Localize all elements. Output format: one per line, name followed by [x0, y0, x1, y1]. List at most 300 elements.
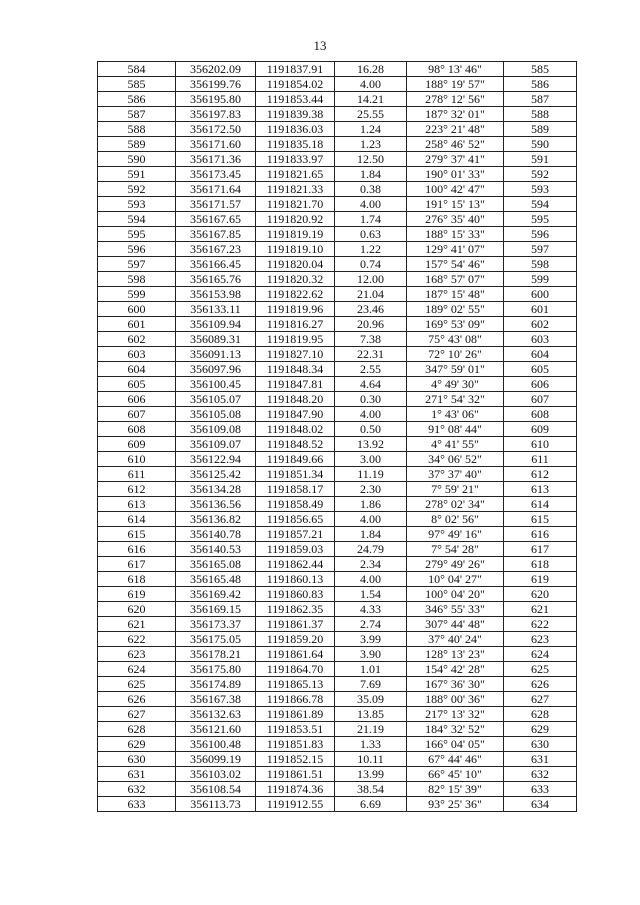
y-coordinate-cell: 1191866.78 — [256, 692, 335, 707]
point-number-cell: 602 — [98, 332, 176, 347]
distance-cell: 4.00 — [335, 512, 407, 527]
distance-cell: 10.11 — [335, 752, 407, 767]
distance-cell: 6.69 — [335, 797, 407, 812]
distance-cell: 7.69 — [335, 677, 407, 692]
y-coordinate-cell: 1191847.81 — [256, 377, 335, 392]
bearing-cell: 188° 15' 33" — [407, 227, 504, 242]
table-row — [98, 137, 577, 152]
next-point-cell: 605 — [504, 362, 577, 377]
bearing-cell: 167° 36' 30" — [407, 677, 504, 692]
y-coordinate-cell: 1191835.18 — [256, 137, 335, 152]
point-number-cell: 609 — [98, 437, 176, 452]
distance-cell: 2.55 — [335, 362, 407, 377]
distance-cell: 35.09 — [335, 692, 407, 707]
point-number-cell: 627 — [98, 707, 176, 722]
x-coordinate-cell: 356167.65 — [176, 212, 256, 227]
distance-cell: 16.28 — [335, 62, 407, 77]
distance-cell: 1.86 — [335, 497, 407, 512]
next-point-cell: 618 — [504, 557, 577, 572]
next-point-cell: 628 — [504, 707, 577, 722]
x-coordinate-cell: 356136.56 — [176, 497, 256, 512]
table-row — [98, 602, 577, 617]
table-row — [98, 437, 577, 452]
bearing-cell: 279° 37' 41" — [407, 152, 504, 167]
distance-cell: 4.00 — [335, 407, 407, 422]
y-coordinate-cell: 1191912.55 — [256, 797, 335, 812]
point-number-cell: 621 — [98, 617, 176, 632]
point-number-cell: 608 — [98, 422, 176, 437]
table-row — [98, 587, 577, 602]
point-number-cell: 622 — [98, 632, 176, 647]
next-point-cell: 595 — [504, 212, 577, 227]
point-number-cell: 600 — [98, 302, 176, 317]
point-number-cell: 611 — [98, 467, 176, 482]
x-coordinate-cell: 356169.15 — [176, 602, 256, 617]
bearing-cell: 82° 15' 39" — [407, 782, 504, 797]
table-row — [98, 542, 577, 557]
next-point-cell: 585 — [504, 62, 577, 77]
x-coordinate-cell: 356136.82 — [176, 512, 256, 527]
table-row — [98, 752, 577, 767]
x-coordinate-cell: 356089.31 — [176, 332, 256, 347]
bearing-cell: 276° 35' 40" — [407, 212, 504, 227]
point-number-cell: 585 — [98, 77, 176, 92]
y-coordinate-cell: 1191821.65 — [256, 167, 335, 182]
next-point-cell: 626 — [504, 677, 577, 692]
point-number-cell: 613 — [98, 497, 176, 512]
x-coordinate-cell: 356122.94 — [176, 452, 256, 467]
bearing-cell: 34° 06' 52" — [407, 452, 504, 467]
distance-cell: 12.50 — [335, 152, 407, 167]
x-coordinate-cell: 356100.45 — [176, 377, 256, 392]
point-number-cell: 618 — [98, 572, 176, 587]
next-point-cell: 631 — [504, 752, 577, 767]
y-coordinate-cell: 1191849.66 — [256, 452, 335, 467]
table-row — [98, 692, 577, 707]
y-coordinate-cell: 1191848.20 — [256, 392, 335, 407]
bearing-cell: 7° 54' 28" — [407, 542, 504, 557]
y-coordinate-cell: 1191861.37 — [256, 617, 335, 632]
point-number-cell: 610 — [98, 452, 176, 467]
distance-cell: 21.19 — [335, 722, 407, 737]
distance-cell: 0.50 — [335, 422, 407, 437]
table-row — [98, 707, 577, 722]
table-row — [98, 452, 577, 467]
next-point-cell: 586 — [504, 77, 577, 92]
bearing-cell: 7° 59' 21" — [407, 482, 504, 497]
bearing-cell: 279° 49' 26" — [407, 557, 504, 572]
table-row — [98, 737, 577, 752]
next-point-cell: 603 — [504, 332, 577, 347]
distance-cell: 24.79 — [335, 542, 407, 557]
next-point-cell: 632 — [504, 767, 577, 782]
next-point-cell: 624 — [504, 647, 577, 662]
x-coordinate-cell: 356113.73 — [176, 797, 256, 812]
page-number: 13 — [313, 38, 327, 53]
bearing-cell: 157° 54' 46" — [407, 257, 504, 272]
point-number-cell: 628 — [98, 722, 176, 737]
point-number-cell: 625 — [98, 677, 176, 692]
next-point-cell: 601 — [504, 302, 577, 317]
y-coordinate-cell: 1191861.89 — [256, 707, 335, 722]
y-coordinate-cell: 1191851.83 — [256, 737, 335, 752]
point-number-cell: 593 — [98, 197, 176, 212]
x-coordinate-cell: 356199.76 — [176, 77, 256, 92]
next-point-cell: 597 — [504, 242, 577, 257]
y-coordinate-cell: 1191859.20 — [256, 632, 335, 647]
table-row — [98, 767, 577, 782]
point-number-cell: 586 — [98, 92, 176, 107]
y-coordinate-cell: 1191848.02 — [256, 422, 335, 437]
point-number-cell: 614 — [98, 512, 176, 527]
x-coordinate-cell: 356132.63 — [176, 707, 256, 722]
bearing-cell: 91° 08' 44" — [407, 422, 504, 437]
distance-cell: 1.84 — [335, 167, 407, 182]
table-row — [98, 572, 577, 587]
bearing-cell: 347° 59' 01" — [407, 362, 504, 377]
next-point-cell: 610 — [504, 437, 577, 452]
y-coordinate-cell: 1191860.83 — [256, 587, 335, 602]
distance-cell: 2.74 — [335, 617, 407, 632]
table-row — [98, 617, 577, 632]
distance-cell: 1.33 — [335, 737, 407, 752]
x-coordinate-cell: 356197.83 — [176, 107, 256, 122]
distance-cell: 23.46 — [335, 302, 407, 317]
bearing-cell: 278° 12' 56" — [407, 92, 504, 107]
x-coordinate-cell: 356171.60 — [176, 137, 256, 152]
next-point-cell: 625 — [504, 662, 577, 677]
distance-cell: 25.55 — [335, 107, 407, 122]
bearing-cell: 67° 44' 46" — [407, 752, 504, 767]
table-row — [98, 632, 577, 647]
table-row — [98, 122, 577, 137]
distance-cell: 2.34 — [335, 557, 407, 572]
y-coordinate-cell: 1191862.35 — [256, 602, 335, 617]
point-number-cell: 590 — [98, 152, 176, 167]
table-row — [98, 62, 577, 77]
y-coordinate-cell: 1191819.95 — [256, 332, 335, 347]
x-coordinate-cell: 356140.78 — [176, 527, 256, 542]
x-coordinate-cell: 356165.08 — [176, 557, 256, 572]
bearing-cell: 8° 02' 56" — [407, 512, 504, 527]
next-point-cell: 623 — [504, 632, 577, 647]
next-point-cell: 592 — [504, 167, 577, 182]
next-point-cell: 615 — [504, 512, 577, 527]
table-row — [98, 77, 577, 92]
y-coordinate-cell: 1191821.70 — [256, 197, 335, 212]
next-point-cell: 590 — [504, 137, 577, 152]
table-row — [98, 647, 577, 662]
x-coordinate-cell: 356175.80 — [176, 662, 256, 677]
x-coordinate-cell: 356109.08 — [176, 422, 256, 437]
distance-cell: 13.92 — [335, 437, 407, 452]
bearing-cell: 187° 15' 48" — [407, 287, 504, 302]
x-coordinate-cell: 356153.98 — [176, 287, 256, 302]
table-row — [98, 242, 577, 257]
point-number-cell: 623 — [98, 647, 176, 662]
next-point-cell: 593 — [504, 182, 577, 197]
y-coordinate-cell: 1191820.32 — [256, 272, 335, 287]
distance-cell: 1.01 — [335, 662, 407, 677]
table-row — [98, 407, 577, 422]
bearing-cell: 100° 04' 20" — [407, 587, 504, 602]
x-coordinate-cell: 356109.07 — [176, 437, 256, 452]
point-number-cell: 604 — [98, 362, 176, 377]
distance-cell: 0.30 — [335, 392, 407, 407]
table-row — [98, 287, 577, 302]
table-row — [98, 182, 577, 197]
distance-cell: 1.54 — [335, 587, 407, 602]
next-point-cell: 612 — [504, 467, 577, 482]
x-coordinate-cell: 356133.11 — [176, 302, 256, 317]
bearing-cell: 166° 04' 05" — [407, 737, 504, 752]
bearing-cell: 93° 25' 36" — [407, 797, 504, 812]
distance-cell: 4.00 — [335, 197, 407, 212]
table-row — [98, 377, 577, 392]
next-point-cell: 616 — [504, 527, 577, 542]
y-coordinate-cell: 1191853.44 — [256, 92, 335, 107]
table-row — [98, 482, 577, 497]
y-coordinate-cell: 1191857.21 — [256, 527, 335, 542]
next-point-cell: 629 — [504, 722, 577, 737]
point-number-cell: 632 — [98, 782, 176, 797]
next-point-cell: 617 — [504, 542, 577, 557]
next-point-cell: 589 — [504, 122, 577, 137]
table-row — [98, 722, 577, 737]
table-row — [98, 332, 577, 347]
table-row — [98, 272, 577, 287]
y-coordinate-cell: 1191821.33 — [256, 182, 335, 197]
y-coordinate-cell: 1191861.51 — [256, 767, 335, 782]
x-coordinate-cell: 356174.89 — [176, 677, 256, 692]
table-row — [98, 302, 577, 317]
table-row — [98, 347, 577, 362]
distance-cell: 1.22 — [335, 242, 407, 257]
x-coordinate-cell: 356171.57 — [176, 197, 256, 212]
next-point-cell: 587 — [504, 92, 577, 107]
y-coordinate-cell: 1191852.15 — [256, 752, 335, 767]
next-point-cell: 627 — [504, 692, 577, 707]
next-point-cell: 604 — [504, 347, 577, 362]
next-point-cell: 606 — [504, 377, 577, 392]
y-coordinate-cell: 1191864.70 — [256, 662, 335, 677]
distance-cell: 11.19 — [335, 467, 407, 482]
x-coordinate-cell: 356167.38 — [176, 692, 256, 707]
bearing-cell: 188° 00' 36" — [407, 692, 504, 707]
table-row — [98, 107, 577, 122]
x-coordinate-cell: 356167.85 — [176, 227, 256, 242]
point-number-cell: 624 — [98, 662, 176, 677]
bearing-cell: 97° 49' 16" — [407, 527, 504, 542]
x-coordinate-cell: 356091.13 — [176, 347, 256, 362]
distance-cell: 1.84 — [335, 527, 407, 542]
y-coordinate-cell: 1191837.91 — [256, 62, 335, 77]
next-point-cell: 622 — [504, 617, 577, 632]
table-body — [98, 62, 577, 812]
distance-cell: 13.85 — [335, 707, 407, 722]
bearing-cell: 223° 21' 48" — [407, 122, 504, 137]
table-row — [98, 467, 577, 482]
y-coordinate-cell: 1191819.96 — [256, 302, 335, 317]
table-row — [98, 527, 577, 542]
point-number-cell: 630 — [98, 752, 176, 767]
x-coordinate-cell: 356099.19 — [176, 752, 256, 767]
x-coordinate-cell: 356169.42 — [176, 587, 256, 602]
x-coordinate-cell: 356165.48 — [176, 572, 256, 587]
next-point-cell: 621 — [504, 602, 577, 617]
point-number-cell: 626 — [98, 692, 176, 707]
bearing-cell: 154° 42' 28" — [407, 662, 504, 677]
table-row — [98, 497, 577, 512]
bearing-cell: 1° 43' 06" — [407, 407, 504, 422]
table-row — [98, 422, 577, 437]
next-point-cell: 620 — [504, 587, 577, 602]
table-row — [98, 362, 577, 377]
y-coordinate-cell: 1191816.27 — [256, 317, 335, 332]
y-coordinate-cell: 1191865.13 — [256, 677, 335, 692]
y-coordinate-cell: 1191820.92 — [256, 212, 335, 227]
y-coordinate-cell: 1191819.19 — [256, 227, 335, 242]
bearing-cell: 346° 55' 33" — [407, 602, 504, 617]
point-number-cell: 598 — [98, 272, 176, 287]
bearing-cell: 98° 13' 46" — [407, 62, 504, 77]
next-point-cell: 600 — [504, 287, 577, 302]
distance-cell: 1.24 — [335, 122, 407, 137]
x-coordinate-cell: 356103.02 — [176, 767, 256, 782]
distance-cell: 4.64 — [335, 377, 407, 392]
next-point-cell: 598 — [504, 257, 577, 272]
next-point-cell: 594 — [504, 197, 577, 212]
table-row — [98, 317, 577, 332]
table-row — [98, 92, 577, 107]
y-coordinate-cell: 1191860.13 — [256, 572, 335, 587]
next-point-cell: 591 — [504, 152, 577, 167]
bearing-cell: 189° 02' 55" — [407, 302, 504, 317]
distance-cell: 4.00 — [335, 572, 407, 587]
next-point-cell: 619 — [504, 572, 577, 587]
x-coordinate-cell: 356173.45 — [176, 167, 256, 182]
point-number-cell: 594 — [98, 212, 176, 227]
table-row — [98, 167, 577, 182]
bearing-cell: 128° 13' 23" — [407, 647, 504, 662]
table-row — [98, 392, 577, 407]
x-coordinate-cell: 356140.53 — [176, 542, 256, 557]
next-point-cell: 630 — [504, 737, 577, 752]
distance-cell: 38.54 — [335, 782, 407, 797]
bearing-cell: 191° 15' 13" — [407, 197, 504, 212]
distance-cell: 7.38 — [335, 332, 407, 347]
table-row — [98, 152, 577, 167]
table-row — [98, 512, 577, 527]
next-point-cell: 634 — [504, 797, 577, 812]
distance-cell: 20.96 — [335, 317, 407, 332]
next-point-cell: 608 — [504, 407, 577, 422]
distance-cell: 14.21 — [335, 92, 407, 107]
bearing-cell: 184° 32' 52" — [407, 722, 504, 737]
y-coordinate-cell: 1191859.03 — [256, 542, 335, 557]
x-coordinate-cell: 356109.94 — [176, 317, 256, 332]
table-row — [98, 197, 577, 212]
bearing-cell: 169° 53' 09" — [407, 317, 504, 332]
table-row — [98, 257, 577, 272]
next-point-cell: 602 — [504, 317, 577, 332]
bearing-cell: 129° 41' 07" — [407, 242, 504, 257]
bearing-cell: 271° 54' 32" — [407, 392, 504, 407]
next-point-cell: 633 — [504, 782, 577, 797]
x-coordinate-cell: 356105.08 — [176, 407, 256, 422]
next-point-cell: 613 — [504, 482, 577, 497]
table-row — [98, 677, 577, 692]
x-coordinate-cell: 356171.36 — [176, 152, 256, 167]
x-coordinate-cell: 356172.50 — [176, 122, 256, 137]
y-coordinate-cell: 1191854.02 — [256, 77, 335, 92]
y-coordinate-cell: 1191862.44 — [256, 557, 335, 572]
next-point-cell: 609 — [504, 422, 577, 437]
bearing-cell: 307° 44' 48" — [407, 617, 504, 632]
bearing-cell: 188° 19' 57" — [407, 77, 504, 92]
point-number-cell: 631 — [98, 767, 176, 782]
y-coordinate-cell: 1191833.97 — [256, 152, 335, 167]
y-coordinate-cell: 1191827.10 — [256, 347, 335, 362]
table-row — [98, 212, 577, 227]
y-coordinate-cell: 1191858.49 — [256, 497, 335, 512]
bearing-cell: 258° 46' 52" — [407, 137, 504, 152]
distance-cell: 3.00 — [335, 452, 407, 467]
y-coordinate-cell: 1191874.36 — [256, 782, 335, 797]
x-coordinate-cell: 356171.64 — [176, 182, 256, 197]
table-row — [98, 797, 577, 812]
bearing-cell: 10° 04' 27" — [407, 572, 504, 587]
x-coordinate-cell: 356202.09 — [176, 62, 256, 77]
point-number-cell: 584 — [98, 62, 176, 77]
bearing-cell: 278° 02' 34" — [407, 497, 504, 512]
y-coordinate-cell: 1191819.10 — [256, 242, 335, 257]
bearing-cell: 4° 41' 55" — [407, 437, 504, 452]
coordinates-table — [97, 61, 577, 812]
point-number-cell: 597 — [98, 257, 176, 272]
distance-cell: 12.00 — [335, 272, 407, 287]
point-number-cell: 591 — [98, 167, 176, 182]
point-number-cell: 617 — [98, 557, 176, 572]
bearing-cell: 66° 45' 10" — [407, 767, 504, 782]
table-row — [98, 782, 577, 797]
distance-cell: 0.63 — [335, 227, 407, 242]
x-coordinate-cell: 356097.96 — [176, 362, 256, 377]
x-coordinate-cell: 356108.54 — [176, 782, 256, 797]
distance-cell: 21.04 — [335, 287, 407, 302]
x-coordinate-cell: 356165.76 — [176, 272, 256, 287]
x-coordinate-cell: 356166.45 — [176, 257, 256, 272]
y-coordinate-cell: 1191822.62 — [256, 287, 335, 302]
table-row — [98, 662, 577, 677]
y-coordinate-cell: 1191861.64 — [256, 647, 335, 662]
bearing-cell: 190° 01' 33" — [407, 167, 504, 182]
point-number-cell: 589 — [98, 137, 176, 152]
distance-cell: 0.38 — [335, 182, 407, 197]
y-coordinate-cell: 1191853.51 — [256, 722, 335, 737]
y-coordinate-cell: 1191848.52 — [256, 437, 335, 452]
next-point-cell: 596 — [504, 227, 577, 242]
bearing-cell: 217° 13' 32" — [407, 707, 504, 722]
bearing-cell: 37° 37' 40" — [407, 467, 504, 482]
y-coordinate-cell: 1191847.90 — [256, 407, 335, 422]
x-coordinate-cell: 356121.60 — [176, 722, 256, 737]
bearing-cell: 187° 32' 01" — [407, 107, 504, 122]
x-coordinate-cell: 356175.05 — [176, 632, 256, 647]
next-point-cell: 599 — [504, 272, 577, 287]
x-coordinate-cell: 356105.07 — [176, 392, 256, 407]
point-number-cell: 595 — [98, 227, 176, 242]
